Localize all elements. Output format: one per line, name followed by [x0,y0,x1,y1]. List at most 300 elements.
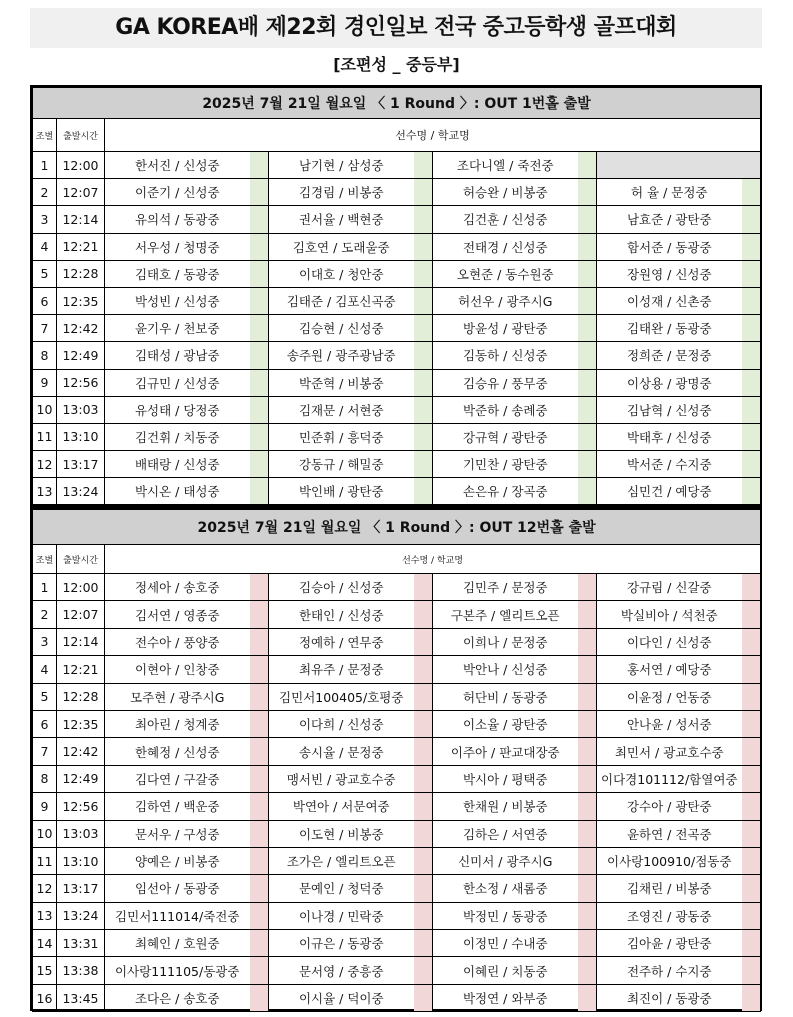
player-cell: 이상용 / 광명중 [597,369,742,396]
table-row [33,628,761,655]
accent-cell [414,342,433,369]
accent-cell [414,957,433,984]
accent-cell [742,984,761,1011]
accent-cell [742,957,761,984]
group-number: 5 [33,260,57,287]
tee-time: 12:49 [57,765,105,792]
player-cell: 이정민 / 수내중 [433,930,578,957]
tee-time: 12:35 [57,710,105,737]
player-cell: 홍서연 / 예당중 [597,656,742,683]
accent-cell [742,287,761,314]
tee-time: 12:07 [57,601,105,628]
accent-cell [250,315,269,342]
tee-time: 12:56 [57,369,105,396]
player-cell: 양예은 / 비봉중 [105,847,250,874]
table-row [33,765,761,792]
player-cell: 박준혁 / 비봉중 [269,369,414,396]
player-cell: 전주하 / 수지중 [597,957,742,984]
accent-cell [250,601,269,628]
accent-cell [578,820,597,847]
accent-cell [414,396,433,423]
accent-cell [742,765,761,792]
tee-time: 12:35 [57,287,105,314]
players-column-header: 선수명 / 학교명 [105,545,761,574]
accent-cell [414,206,433,233]
table-row [33,179,761,206]
accent-cell [414,451,433,478]
group-number: 11 [33,847,57,874]
accent-cell [250,683,269,710]
player-cell: 김하은 / 서연중 [433,820,578,847]
tee-time: 13:24 [57,902,105,929]
player-cell: 모주현 / 광주시G [105,683,250,710]
accent-cell [742,179,761,206]
player-cell: 허 율 / 문정중 [597,179,742,206]
accent-cell [414,369,433,396]
tee-time: 12:28 [57,260,105,287]
accent-cell [578,656,597,683]
tee-time: 12:07 [57,179,105,206]
player-cell: 김다연 / 구갈중 [105,765,250,792]
accent-cell [250,820,269,847]
tee-time: 13:10 [57,847,105,874]
player-cell: 박정민 / 동광중 [433,902,578,929]
group-number: 1 [33,574,57,601]
player-cell: 이다희 / 신성중 [269,710,414,737]
tee-time: 13:10 [57,423,105,450]
group-number: 3 [33,206,57,233]
accent-cell [250,369,269,396]
accent-cell [578,683,597,710]
accent-cell [578,574,597,601]
table-row [33,206,761,233]
player-cell: 이규은 / 동광중 [269,930,414,957]
group-number: 2 [33,179,57,206]
player-cell: 김태완 / 동광중 [597,315,742,342]
player-cell: 김재문 / 서현중 [269,396,414,423]
table-row [33,233,761,260]
player-cell: 박시아 / 평택중 [433,765,578,792]
accent-cell [414,260,433,287]
player-cell: 김태호 / 동광중 [105,260,250,287]
accent-cell [250,875,269,902]
accent-cell [414,656,433,683]
tee-time: 13:03 [57,396,105,423]
group-number: 2 [33,601,57,628]
table-row [33,930,761,957]
player-cell: 김태준 / 김포신곡중 [269,287,414,314]
table-row [33,451,761,478]
accent-cell [414,984,433,1011]
accent-cell [742,206,761,233]
table-row [33,315,761,342]
accent-cell [578,793,597,820]
group-number: 8 [33,765,57,792]
accent-cell [742,478,761,505]
player-cell: 이윤정 / 언동중 [597,683,742,710]
accent-cell [250,233,269,260]
accent-cell [742,793,761,820]
accent-cell [414,902,433,929]
player-cell: 정세아 / 송호중 [105,574,250,601]
player-cell: 김하연 / 백운중 [105,793,250,820]
accent-cell [414,930,433,957]
player-cell: 기민찬 / 광탄중 [433,451,578,478]
accent-cell [578,930,597,957]
tee-time: 12:14 [57,628,105,655]
players-column-header: 선수명 / 학교명 [105,119,761,152]
accent-cell [742,260,761,287]
accent-cell [414,765,433,792]
accent-cell [578,152,597,179]
accent-cell [250,287,269,314]
player-cell: 김호연 / 도래울중 [269,233,414,260]
group-number: 12 [33,451,57,478]
player-cell: 유의석 / 동광중 [105,206,250,233]
tee-time: 13:38 [57,957,105,984]
player-cell: 최아린 / 청계중 [105,710,250,737]
tee-time: 13:45 [57,984,105,1011]
player-cell: 윤기우 / 천보중 [105,315,250,342]
table-row [33,478,761,505]
player-cell: 정예하 / 연무중 [269,628,414,655]
player-cell: 김민주 / 문정중 [433,574,578,601]
tee-time: 13:17 [57,875,105,902]
player-cell: 이나경 / 민락중 [269,902,414,929]
accent-cell [414,423,433,450]
player-cell: 송주원 / 광주광남중 [269,342,414,369]
accent-cell [742,847,761,874]
accent-cell [414,847,433,874]
table-row [33,369,761,396]
accent-cell [250,984,269,1011]
accent-cell [250,765,269,792]
accent-cell [578,875,597,902]
tee-time: 12:21 [57,233,105,260]
player-cell: 강수아 / 광탄중 [597,793,742,820]
player-cell: 서우성 / 청명중 [105,233,250,260]
group-number: 8 [33,342,57,369]
tee-time: 12:21 [57,656,105,683]
group-number: 1 [33,152,57,179]
player-cell: 구본주 / 엘리트오픈 [433,601,578,628]
player-cell: 이대호 / 청안중 [269,260,414,287]
player-cell: 박정연 / 와부중 [433,984,578,1011]
page-title: GA KOREA배 제22회 경인일보 전국 중고등학생 골프대회 [30,8,762,48]
table-row [33,710,761,737]
accent-cell [250,260,269,287]
session-header: 2025년 7월 21일 월요일 〈 1 Round 〉: OUT 12번홀 출발 [33,510,761,545]
player-cell: 강동규 / 해밀중 [269,451,414,478]
accent-cell [742,710,761,737]
accent-cell [742,628,761,655]
time-column-header: 출발시간 [57,545,105,574]
accent-cell [742,315,761,342]
accent-cell [742,738,761,765]
player-cell: 김민서100405/호평중 [269,683,414,710]
player-cell: 박연아 / 서문여중 [269,793,414,820]
player-cell: 박실비아 / 석천중 [597,601,742,628]
group-number: 14 [33,930,57,957]
table-row [33,957,761,984]
table-row [33,656,761,683]
accent-cell [250,710,269,737]
accent-cell [414,315,433,342]
accent-cell [414,179,433,206]
player-cell: 이사랑100910/점동중 [597,847,742,874]
player-cell: 맹서빈 / 광교호수중 [269,765,414,792]
accent-cell [578,287,597,314]
table-row [33,260,761,287]
tee-time: 13:31 [57,930,105,957]
accent-cell [578,738,597,765]
player-cell: 박시온 / 태성중 [105,478,250,505]
group-number: 10 [33,820,57,847]
accent-cell [578,206,597,233]
player-cell: 오현준 / 동수원중 [433,260,578,287]
player-cell: 전태경 / 신성중 [433,233,578,260]
player-cell: 전수아 / 풍양중 [105,628,250,655]
accent-cell [742,930,761,957]
accent-cell [250,628,269,655]
group-number: 4 [33,656,57,683]
player-cell: 한태인 / 신성중 [269,601,414,628]
session-table-1 [30,85,762,507]
group-number: 11 [33,423,57,450]
accent-cell [742,875,761,902]
group-number: 9 [33,793,57,820]
accent-cell [578,957,597,984]
accent-cell [250,902,269,929]
accent-cell [250,179,269,206]
player-cell: 김남혁 / 신성중 [597,396,742,423]
accent-cell [250,574,269,601]
accent-cell [250,396,269,423]
tee-time: 12:49 [57,342,105,369]
player-cell: 이사랑111105/동광중 [105,957,250,984]
player-cell: 최혜인 / 호원중 [105,930,250,957]
accent-cell [414,628,433,655]
player-cell: 김채린 / 비봉중 [597,875,742,902]
accent-cell [742,396,761,423]
player-cell: 박서준 / 수지중 [597,451,742,478]
accent-cell [414,574,433,601]
tee-time: 12:14 [57,206,105,233]
tee-time: 12:42 [57,738,105,765]
player-cell: 김승유 / 풍무중 [433,369,578,396]
accent-cell [414,875,433,902]
accent-cell [250,847,269,874]
accent-cell [250,451,269,478]
accent-cell [742,683,761,710]
player-cell: 심민건 / 예당중 [597,478,742,505]
player-cell: 장원영 / 신성중 [597,260,742,287]
accent-cell [578,233,597,260]
accent-cell [250,152,269,179]
accent-cell [250,478,269,505]
accent-cell [578,478,597,505]
accent-cell [742,656,761,683]
accent-cell [250,423,269,450]
player-cell: 이성재 / 신촌중 [597,287,742,314]
player-cell: 강규혁 / 광탄중 [433,423,578,450]
player-cell: 한서진 / 신성중 [105,152,250,179]
player-cell: 남효준 / 광탄중 [597,206,742,233]
accent-cell [578,423,597,450]
player-cell: 이시율 / 덕이중 [269,984,414,1011]
table-row [33,875,761,902]
player-cell: 문서우 / 구성중 [105,820,250,847]
player-cell: 임선아 / 동광중 [105,875,250,902]
player-cell: 이다인 / 신성중 [597,628,742,655]
accent-cell [414,233,433,260]
group-number: 9 [33,369,57,396]
accent-cell [742,342,761,369]
accent-cell [250,206,269,233]
group-number: 7 [33,315,57,342]
accent-cell [414,820,433,847]
accent-cell [250,656,269,683]
player-cell: 조영진 / 광동중 [597,902,742,929]
player-cell: 조다니엘 / 죽전중 [433,152,578,179]
table-row [33,847,761,874]
player-cell: 이현아 / 인창중 [105,656,250,683]
group-column-header: 조별 [33,545,57,574]
table-row [33,793,761,820]
player-cell: 이준기 / 신성중 [105,179,250,206]
table-row [33,984,761,1011]
player-cell: 조가은 / 엘리트오픈 [269,847,414,874]
player-cell: 방윤성 / 광탄중 [433,315,578,342]
accent-cell [414,152,433,179]
accent-cell [578,601,597,628]
player-cell: 김태성 / 광남중 [105,342,250,369]
accent-cell [578,902,597,929]
accent-cell [578,260,597,287]
tee-time: 13:17 [57,451,105,478]
player-cell: 함서준 / 동광중 [597,233,742,260]
player-cell: 김승현 / 신성중 [269,315,414,342]
table-row [33,342,761,369]
table-row [33,396,761,423]
session-header: 2025년 7월 21일 월요일 〈 1 Round 〉: OUT 1번홀 출발 [33,88,761,119]
session-table-2 [30,507,762,1011]
tee-time: 13:03 [57,820,105,847]
accent-cell [250,793,269,820]
accent-cell [250,957,269,984]
player-cell: 송시율 / 문정중 [269,738,414,765]
accent-cell [250,738,269,765]
player-cell: 한채원 / 비봉중 [433,793,578,820]
accent-cell [578,396,597,423]
table-row [33,287,761,314]
group-number: 5 [33,683,57,710]
accent-cell [742,820,761,847]
accent-cell [742,369,761,396]
accent-cell [742,233,761,260]
player-cell: 정희준 / 문정중 [597,342,742,369]
player-cell: 조다은 / 송호중 [105,984,250,1011]
player-cell: 배태랑 / 신성중 [105,451,250,478]
player-cell: 이혜린 / 치동중 [433,957,578,984]
accent-cell [578,315,597,342]
accent-cell [578,369,597,396]
group-column-header: 조별 [33,119,57,152]
accent-cell [578,847,597,874]
player-cell: 남기현 / 삼성중 [269,152,414,179]
player-cell: 박태후 / 신성중 [597,423,742,450]
tee-time: 12:00 [57,574,105,601]
player-cell: 최민서 / 광교호수중 [597,738,742,765]
player-cell: 김서연 / 영종중 [105,601,250,628]
accent-cell [414,683,433,710]
group-number: 13 [33,478,57,505]
accent-cell [414,478,433,505]
player-cell: 문서영 / 중흥중 [269,957,414,984]
player-cell: 문예인 / 청덕중 [269,875,414,902]
table-row [33,820,761,847]
empty-slot [597,152,761,179]
player-cell: 권서율 / 백현중 [269,206,414,233]
player-cell: 윤하연 / 전곡중 [597,820,742,847]
accent-cell [250,342,269,369]
accent-cell [414,601,433,628]
player-cell: 김승아 / 신성중 [269,574,414,601]
player-cell: 허단비 / 동광중 [433,683,578,710]
table-row [33,683,761,710]
accent-cell [578,342,597,369]
player-cell: 이희나 / 문정중 [433,628,578,655]
accent-cell [742,451,761,478]
player-cell: 최유주 / 문정중 [269,656,414,683]
page-subtitle: [조편성 _ 중등부] [333,55,460,74]
player-cell: 김아윤 / 광탄중 [597,930,742,957]
tee-time: 12:28 [57,683,105,710]
accent-cell [578,984,597,1011]
table-row [33,574,761,601]
group-number: 10 [33,396,57,423]
accent-cell [742,574,761,601]
group-number: 4 [33,233,57,260]
accent-cell [578,451,597,478]
player-cell: 허승완 / 비봉중 [433,179,578,206]
player-cell: 한혜정 / 신성중 [105,738,250,765]
group-number: 3 [33,628,57,655]
table-row [33,423,761,450]
player-cell: 박안나 / 신성중 [433,656,578,683]
accent-cell [742,601,761,628]
group-number: 16 [33,984,57,1011]
player-cell: 이다경101112/함열여중 [597,765,742,792]
accent-cell [414,793,433,820]
group-number: 6 [33,710,57,737]
player-cell: 허선우 / 광주시G [433,287,578,314]
player-cell: 김건훈 / 신성중 [433,206,578,233]
player-cell: 민준휘 / 흥덕중 [269,423,414,450]
table-row [33,738,761,765]
player-cell: 김경림 / 비봉중 [269,179,414,206]
player-cell: 신미서 / 광주시G [433,847,578,874]
player-cell: 강규림 / 신갈중 [597,574,742,601]
player-cell: 박성빈 / 신성중 [105,287,250,314]
player-cell: 김건휘 / 치동중 [105,423,250,450]
player-cell: 김동하 / 신성중 [433,342,578,369]
accent-cell [414,287,433,314]
player-cell: 안나윤 / 성서중 [597,710,742,737]
player-cell: 유성태 / 당정중 [105,396,250,423]
group-number: 15 [33,957,57,984]
accent-cell [578,765,597,792]
